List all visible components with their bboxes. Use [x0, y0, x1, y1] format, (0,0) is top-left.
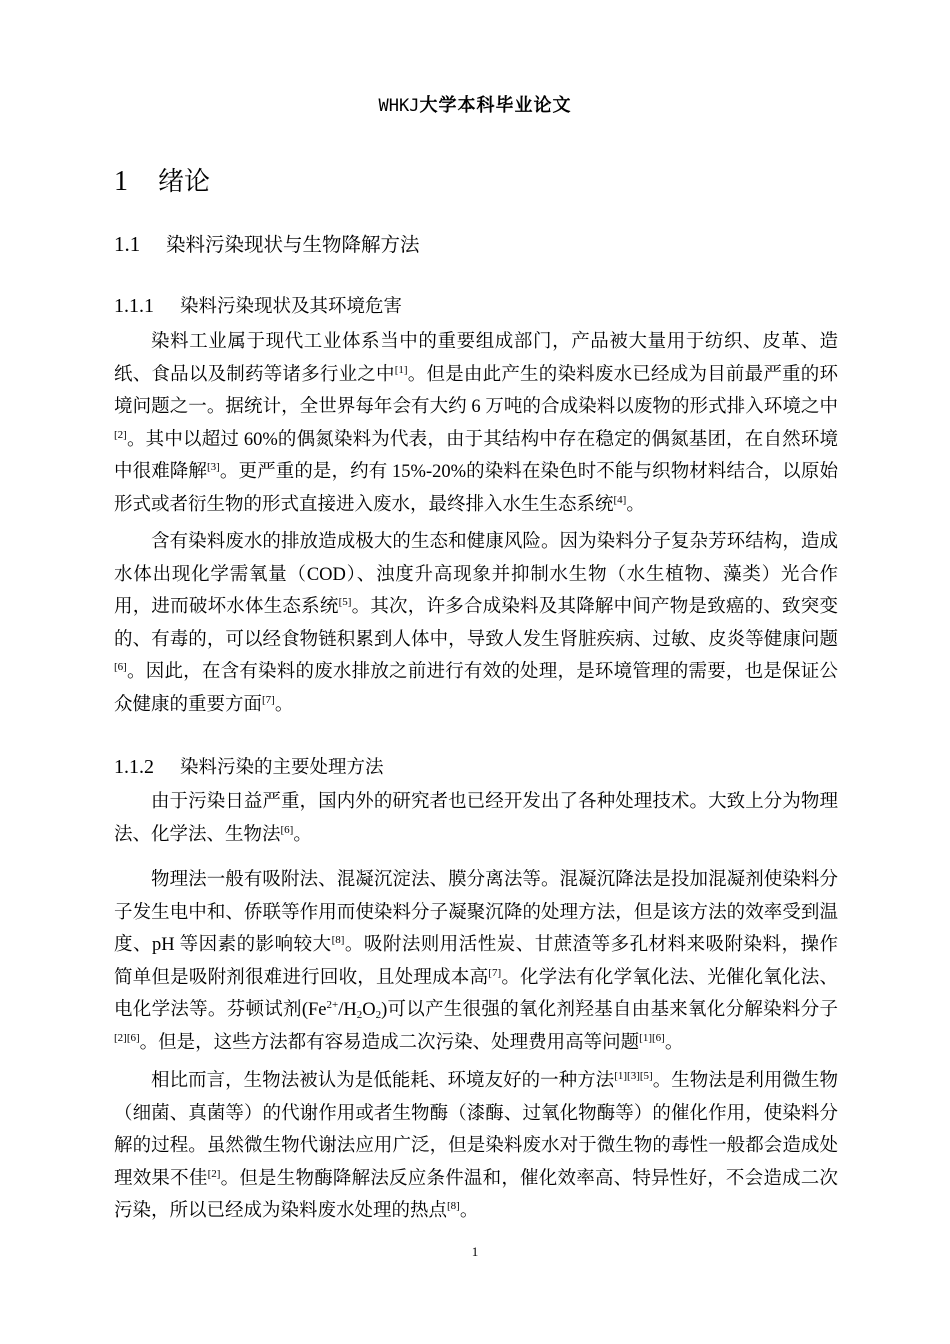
- subsection-title: 染料污染的主要处理方法: [180, 757, 384, 778]
- paragraph-text: 。但是生物酶降解法反应条件温和，催化效率高、特异性好，不会造成二次污染，所以已经成为染料废水处理的热点: [114, 1168, 838, 1221]
- section-title: 染料污染现状与生物降解方法: [166, 233, 420, 256]
- citation: [6]: [114, 661, 127, 673]
- paragraph-text: 。化学法有化学氧化法、光催化氧化法、电化学法等。芬顿试剂(Fe: [114, 967, 838, 1020]
- chapter-title: 绪论: [158, 167, 211, 197]
- paragraph-text: 。更严重的是，约有 15%-20%的染料在染色时不能与织物材料结合，以原始形式或者衍生物的形式直接进入废水，最终排入水生生态系统: [114, 462, 838, 515]
- citation: [6]: [280, 823, 294, 836]
- page-number: 1: [471, 1244, 479, 1259]
- subscript: 2: [356, 1009, 363, 1021]
- paragraph-text: 。: [664, 1032, 684, 1053]
- citation: [7]: [262, 693, 275, 706]
- section-number: 1.1: [114, 232, 141, 256]
- paragraph-text: 。: [293, 824, 312, 845]
- section-heading-1-1: [114, 228, 420, 261]
- subsection-number: 1.1.1: [114, 295, 154, 317]
- running-header: [0, 92, 950, 120]
- paragraph-treatment-overview: [114, 786, 838, 851]
- paragraph-text: 。但是由此产生的染料废水已经成为目前最严重的环境问题之一。据统计，全世界每年会有大约 6 万吨的合成染料以废物的形式排入环境之中: [114, 364, 838, 417]
- paragraph-text: 。其中以超过 60%的偶氮染料为代表，由于其结构中存在稳定的偶氮基团，在自然环境中很难降解: [114, 429, 838, 482]
- chapter-number: 1: [114, 166, 128, 197]
- citation: [1][6]: [639, 1031, 665, 1044]
- paragraph-text: )可以产生很强的氧化剂羟基自由基来氧化分解染料分子: [381, 1000, 838, 1020]
- citation: [8]: [447, 1200, 460, 1212]
- citation: [2]: [114, 428, 127, 441]
- paragraph-text: 。但是，这些方法都有容易造成二次污染、处理费用高等问题: [139, 1032, 640, 1053]
- citation: [5]: [338, 596, 352, 608]
- subsection-number: 1.1.2: [114, 756, 154, 778]
- paragraph-dye-industry: [114, 326, 838, 521]
- citation: [1]: [394, 363, 408, 376]
- citation: [7]: [488, 966, 502, 979]
- citation: [1][3][5]: [614, 1070, 653, 1082]
- paragraph-physical-chemical-methods: [114, 864, 838, 1059]
- charge-superscript: 2+: [326, 999, 339, 1011]
- citation: [4]: [613, 493, 627, 506]
- paragraph-text: 。吸附法则用活性炭、甘蔗渣等多孔材料来吸附染料，操作简单但是吸附剂很难进行回收，且处理成本高: [114, 935, 838, 988]
- paragraph-text: /H: [338, 1000, 357, 1020]
- header-title: 大学本科毕业论文: [419, 95, 572, 116]
- paragraph-health-risk: [114, 526, 838, 721]
- paragraph-text: 由于污染日益严重，国内外的研究者也已经开发出了各种处理技术。大致上分为物理法、化学法、生物法: [114, 792, 838, 845]
- chapter-heading: [114, 162, 210, 202]
- citation: [3]: [207, 461, 220, 473]
- subsection-heading-1-1-1: [114, 291, 402, 322]
- paragraph-text: 含有染料废水的排放造成极大的生态和健康风险。因为染料分子复杂芳环结构，造成水体出现化学需氧量（COD）、浊度升高现象并抑制水生物（水生植物、藻类）光合作用，进而破坏水体生态系统: [114, 532, 838, 617]
- paragraph-text: 相比而言，生物法被认为是低能耗、环境友好的一种方法: [151, 1071, 615, 1091]
- paragraph-text: 。: [459, 1201, 479, 1221]
- paragraph-text: O: [362, 1000, 376, 1020]
- paragraph-text: 。因此，在含有染料的废水排放之前进行有效的处理，是环境管理的需要，也是保证公众健康的重要方面: [114, 662, 838, 715]
- header-prefix: WHKJ: [378, 96, 420, 116]
- subsection-title: 染料污染现状及其环境危害: [180, 296, 403, 317]
- paragraph-text: 物理法一般有吸附法、混凝沉淀法、膜分离法等。混凝沉降法是投加混凝剂使染料分子发生电中和、侨联等作用而使染料分子凝聚沉降的处理方法，但是该方法的效率受到温度、pH 等因素的影响较大: [114, 870, 838, 955]
- paragraph-text: 。其次，许多合成染料及其降解中间产物是致癌的、致突变的、有毒的，可以经食物链积累到人体中，导致人发生肾脏疾病、过敏、皮炎等健康问题: [114, 597, 838, 650]
- subscript: 2: [375, 1009, 382, 1021]
- citation: [2][6]: [114, 1031, 140, 1044]
- citation: [2]: [207, 1167, 221, 1180]
- paragraph-biological-methods: [114, 1065, 838, 1228]
- paragraph-text: 。生物法是利用微生物（细菌、真菌等）的代谢作用或者生物酶（漆酶、过氧化物酶等）的催化作用，使染料分解的过程。虽然微生物代谢法应用广泛，但是染料废水对于微生物的毒性一般都会造成处理效果不佳: [114, 1071, 838, 1189]
- citation: [8]: [331, 934, 345, 946]
- paragraph-text: 。: [626, 494, 645, 515]
- paragraph-text: 染料工业属于现代工业体系当中的重要组成部门，产品被大量用于纺织、皮革、造纸、食品以及制药等诸多行业之中: [114, 332, 838, 385]
- subsection-heading-1-1-2: [114, 752, 384, 783]
- paragraph-text: 。: [274, 694, 294, 715]
